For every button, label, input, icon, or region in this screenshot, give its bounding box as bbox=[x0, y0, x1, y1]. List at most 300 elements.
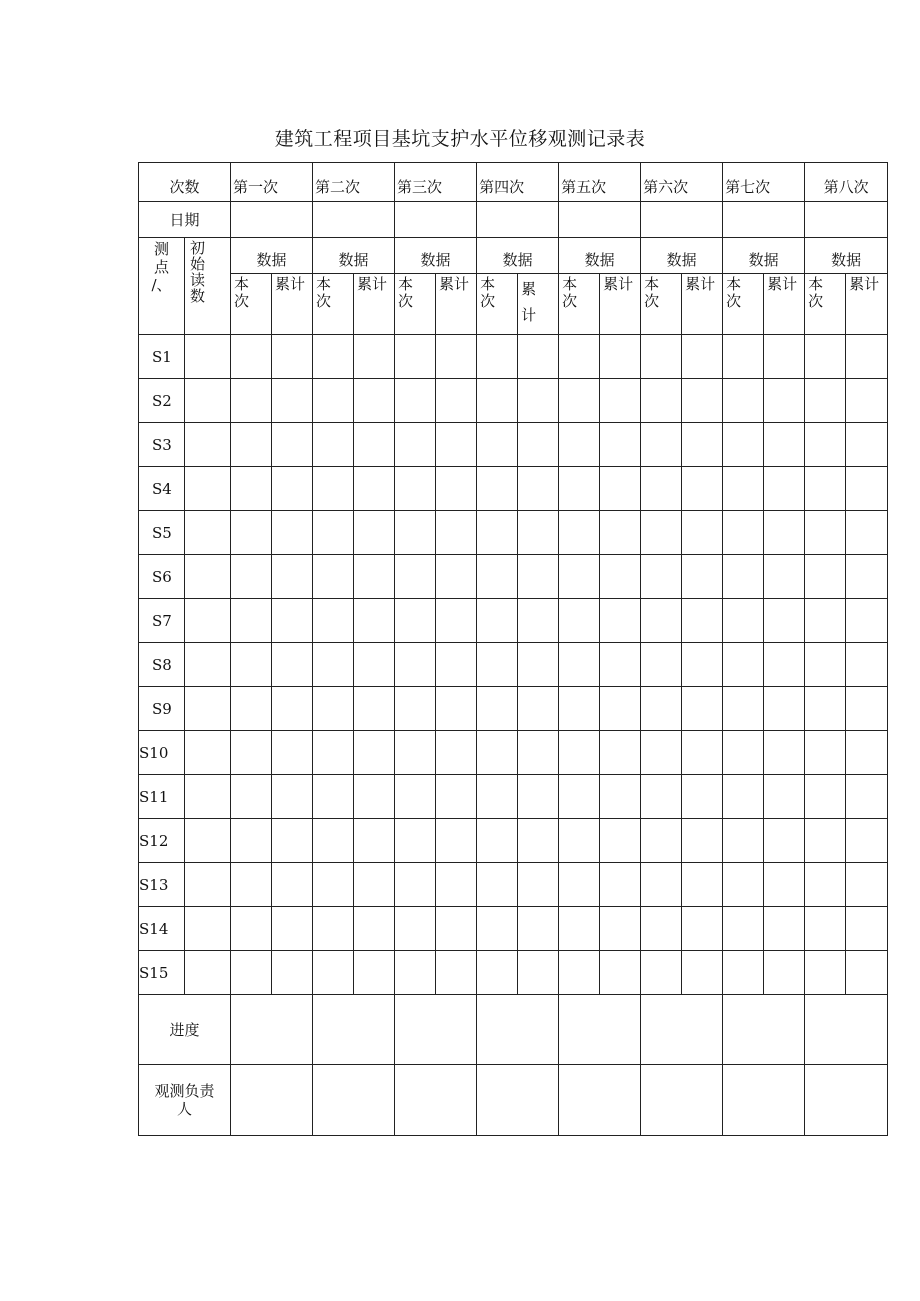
reading-cell[interactable] bbox=[682, 863, 723, 907]
reading-cell[interactable] bbox=[185, 599, 231, 643]
reading-cell[interactable] bbox=[846, 819, 888, 863]
progress-row bbox=[139, 995, 888, 1065]
data-label: 数据 bbox=[723, 238, 805, 274]
reading-cell[interactable] bbox=[600, 643, 641, 687]
reading-cell[interactable] bbox=[723, 511, 764, 555]
progress-cell[interactable] bbox=[559, 995, 641, 1065]
observer-cell[interactable] bbox=[477, 1065, 559, 1136]
reading-cell[interactable] bbox=[477, 423, 518, 467]
reading-cell[interactable] bbox=[846, 687, 888, 731]
reading-cell[interactable] bbox=[395, 731, 436, 775]
reading-cell[interactable] bbox=[682, 511, 723, 555]
date-cell[interactable] bbox=[231, 202, 313, 238]
reading-cell[interactable] bbox=[477, 819, 518, 863]
reading-cell[interactable] bbox=[846, 643, 888, 687]
reading-cell[interactable] bbox=[600, 379, 641, 423]
point-label-char: 点 bbox=[153, 258, 169, 276]
observer-cell[interactable] bbox=[313, 1065, 395, 1136]
reading-cell[interactable] bbox=[354, 863, 395, 907]
reading-cell[interactable] bbox=[272, 731, 313, 775]
reading-cell[interactable] bbox=[313, 423, 354, 467]
reading-cell[interactable] bbox=[518, 731, 559, 775]
reading-cell[interactable] bbox=[805, 599, 846, 643]
reading-cell[interactable] bbox=[805, 335, 846, 379]
reading-cell[interactable] bbox=[185, 379, 231, 423]
reading-cell[interactable] bbox=[846, 731, 888, 775]
reading-cell[interactable] bbox=[559, 555, 600, 599]
reading-cell[interactable] bbox=[805, 907, 846, 951]
reading-cell[interactable] bbox=[600, 467, 641, 511]
reading-cell[interactable] bbox=[764, 775, 805, 819]
reading-cell[interactable] bbox=[272, 423, 313, 467]
reading-cell[interactable] bbox=[846, 907, 888, 951]
reading-cell[interactable] bbox=[272, 511, 313, 555]
reading-cell[interactable] bbox=[313, 467, 354, 511]
reading-cell[interactable] bbox=[641, 951, 682, 995]
reading-cell[interactable] bbox=[518, 643, 559, 687]
reading-cell[interactable] bbox=[518, 511, 559, 555]
reading-cell[interactable] bbox=[723, 335, 764, 379]
reading-cell[interactable] bbox=[764, 863, 805, 907]
reading-cell[interactable] bbox=[395, 819, 436, 863]
reading-cell[interactable] bbox=[682, 335, 723, 379]
reading-cell[interactable] bbox=[231, 599, 272, 643]
reading-cell[interactable] bbox=[518, 863, 559, 907]
observer-cell[interactable] bbox=[723, 1065, 805, 1136]
reading-cell[interactable] bbox=[395, 467, 436, 511]
reading-cell[interactable] bbox=[764, 555, 805, 599]
reading-cell[interactable] bbox=[559, 643, 600, 687]
reading-cell[interactable] bbox=[185, 819, 231, 863]
reading-cell[interactable] bbox=[846, 379, 888, 423]
reading-cell[interactable] bbox=[764, 907, 805, 951]
reading-cell[interactable] bbox=[395, 951, 436, 995]
reading-cell[interactable] bbox=[313, 335, 354, 379]
reading-cell[interactable] bbox=[313, 555, 354, 599]
reading-cell[interactable] bbox=[354, 379, 395, 423]
reading-cell[interactable] bbox=[231, 643, 272, 687]
reading-cell[interactable] bbox=[559, 819, 600, 863]
reading-cell[interactable] bbox=[313, 379, 354, 423]
date-cell[interactable] bbox=[805, 202, 888, 238]
this-time-char: 次 bbox=[234, 292, 250, 310]
reading-cell[interactable] bbox=[559, 599, 600, 643]
reading-cell[interactable] bbox=[185, 643, 231, 687]
round-header: 第六次 bbox=[641, 163, 723, 202]
reading-cell[interactable] bbox=[682, 819, 723, 863]
reading-cell[interactable] bbox=[272, 687, 313, 731]
reading-cell[interactable] bbox=[436, 555, 477, 599]
reading-cell[interactable] bbox=[272, 599, 313, 643]
reading-cell[interactable] bbox=[395, 775, 436, 819]
reading-cell[interactable] bbox=[395, 687, 436, 731]
reading-cell[interactable] bbox=[477, 379, 518, 423]
reading-cell[interactable] bbox=[682, 687, 723, 731]
reading-cell[interactable] bbox=[185, 863, 231, 907]
reading-cell[interactable] bbox=[764, 467, 805, 511]
reading-cell[interactable] bbox=[805, 643, 846, 687]
reading-cell[interactable] bbox=[600, 423, 641, 467]
reading-cell[interactable] bbox=[764, 379, 805, 423]
reading-cell[interactable] bbox=[185, 423, 231, 467]
reading-cell[interactable] bbox=[600, 511, 641, 555]
reading-cell[interactable] bbox=[723, 423, 764, 467]
reading-cell[interactable] bbox=[805, 555, 846, 599]
reading-cell[interactable] bbox=[723, 907, 764, 951]
reading-cell[interactable] bbox=[682, 555, 723, 599]
observer-cell[interactable] bbox=[559, 1065, 641, 1136]
table-row bbox=[139, 775, 888, 819]
reading-cell[interactable] bbox=[518, 951, 559, 995]
reading-cell[interactable] bbox=[272, 379, 313, 423]
progress-cell[interactable] bbox=[641, 995, 723, 1065]
reading-cell[interactable] bbox=[518, 423, 559, 467]
point-id: S9 bbox=[139, 687, 185, 731]
reading-cell[interactable] bbox=[231, 951, 272, 995]
reading-cell[interactable] bbox=[477, 731, 518, 775]
reading-cell[interactable] bbox=[846, 863, 888, 907]
reading-cell[interactable] bbox=[600, 555, 641, 599]
table-row bbox=[139, 511, 888, 555]
reading-cell[interactable] bbox=[518, 335, 559, 379]
reading-cell[interactable] bbox=[764, 819, 805, 863]
reading-cell[interactable] bbox=[641, 819, 682, 863]
reading-cell[interactable] bbox=[477, 599, 518, 643]
reading-cell[interactable] bbox=[395, 379, 436, 423]
reading-cell[interactable] bbox=[354, 951, 395, 995]
reading-cell[interactable] bbox=[272, 907, 313, 951]
reading-cell[interactable] bbox=[436, 819, 477, 863]
reading-cell[interactable] bbox=[600, 731, 641, 775]
reading-cell[interactable] bbox=[641, 643, 682, 687]
reading-cell[interactable] bbox=[846, 335, 888, 379]
reading-cell[interactable] bbox=[641, 687, 682, 731]
reading-cell[interactable] bbox=[272, 775, 313, 819]
point-label-char: /、 bbox=[151, 276, 172, 294]
reading-cell[interactable] bbox=[231, 687, 272, 731]
reading-cell[interactable] bbox=[477, 907, 518, 951]
reading-cell[interactable] bbox=[682, 731, 723, 775]
reading-cell[interactable] bbox=[518, 379, 559, 423]
reading-cell[interactable] bbox=[231, 423, 272, 467]
this-time-label bbox=[395, 274, 436, 335]
reading-cell[interactable] bbox=[600, 907, 641, 951]
reading-cell[interactable] bbox=[354, 907, 395, 951]
progress-cell[interactable] bbox=[231, 995, 313, 1065]
reading-cell[interactable] bbox=[641, 731, 682, 775]
reading-cell[interactable] bbox=[600, 775, 641, 819]
reading-cell[interactable] bbox=[185, 467, 231, 511]
progress-cell[interactable] bbox=[805, 995, 888, 1065]
reading-cell[interactable] bbox=[600, 863, 641, 907]
reading-cell[interactable] bbox=[477, 555, 518, 599]
reading-cell[interactable] bbox=[600, 335, 641, 379]
reading-cell[interactable] bbox=[477, 863, 518, 907]
reading-cell[interactable] bbox=[477, 643, 518, 687]
reading-cell[interactable] bbox=[559, 731, 600, 775]
reading-cell[interactable] bbox=[846, 511, 888, 555]
reading-cell[interactable] bbox=[231, 379, 272, 423]
reading-cell[interactable] bbox=[354, 467, 395, 511]
reading-cell[interactable] bbox=[723, 775, 764, 819]
reading-cell[interactable] bbox=[436, 863, 477, 907]
reading-cell[interactable] bbox=[354, 819, 395, 863]
reading-cell[interactable] bbox=[436, 467, 477, 511]
reading-cell[interactable] bbox=[682, 907, 723, 951]
reading-cell[interactable] bbox=[764, 687, 805, 731]
reading-cell[interactable] bbox=[723, 467, 764, 511]
reading-cell[interactable] bbox=[682, 643, 723, 687]
reading-cell[interactable] bbox=[600, 687, 641, 731]
reading-cell[interactable] bbox=[641, 863, 682, 907]
reading-cell[interactable] bbox=[723, 379, 764, 423]
reading-cell[interactable] bbox=[805, 467, 846, 511]
reading-cell[interactable] bbox=[272, 643, 313, 687]
reading-cell[interactable] bbox=[805, 863, 846, 907]
reading-cell[interactable] bbox=[805, 951, 846, 995]
progress-cell[interactable] bbox=[477, 995, 559, 1065]
reading-cell[interactable] bbox=[185, 511, 231, 555]
date-cell[interactable] bbox=[559, 202, 641, 238]
reading-cell[interactable] bbox=[272, 819, 313, 863]
reading-cell[interactable] bbox=[723, 687, 764, 731]
reading-cell[interactable] bbox=[313, 951, 354, 995]
reading-cell[interactable] bbox=[436, 775, 477, 819]
reading-cell[interactable] bbox=[354, 731, 395, 775]
reading-cell[interactable] bbox=[764, 731, 805, 775]
reading-cell[interactable] bbox=[641, 775, 682, 819]
reading-cell[interactable] bbox=[185, 951, 231, 995]
reading-cell[interactable] bbox=[723, 555, 764, 599]
reading-cell[interactable] bbox=[354, 599, 395, 643]
reading-cell[interactable] bbox=[518, 555, 559, 599]
point-label bbox=[139, 238, 185, 335]
date-cell[interactable] bbox=[395, 202, 477, 238]
this-time-char: 本 bbox=[726, 275, 742, 293]
reading-cell[interactable] bbox=[477, 511, 518, 555]
reading-cell[interactable] bbox=[272, 467, 313, 511]
reading-cell[interactable] bbox=[272, 951, 313, 995]
date-cell[interactable] bbox=[641, 202, 723, 238]
reading-cell[interactable] bbox=[641, 467, 682, 511]
reading-cell[interactable] bbox=[436, 379, 477, 423]
reading-cell[interactable] bbox=[436, 599, 477, 643]
initial-reading-label bbox=[185, 238, 231, 335]
reading-cell[interactable] bbox=[764, 951, 805, 995]
reading-cell[interactable] bbox=[354, 775, 395, 819]
reading-cell[interactable] bbox=[436, 687, 477, 731]
cumulative-text: 累计 bbox=[767, 275, 798, 293]
reading-cell[interactable] bbox=[764, 335, 805, 379]
reading-cell[interactable] bbox=[846, 555, 888, 599]
reading-cell[interactable] bbox=[559, 379, 600, 423]
reading-cell[interactable] bbox=[600, 599, 641, 643]
reading-cell[interactable] bbox=[436, 511, 477, 555]
reading-cell[interactable] bbox=[723, 863, 764, 907]
reading-cell[interactable] bbox=[185, 555, 231, 599]
reading-cell[interactable] bbox=[272, 555, 313, 599]
reading-cell[interactable] bbox=[272, 335, 313, 379]
reading-cell[interactable] bbox=[231, 907, 272, 951]
reading-cell[interactable] bbox=[846, 599, 888, 643]
date-cell[interactable] bbox=[313, 202, 395, 238]
progress-cell[interactable] bbox=[395, 995, 477, 1065]
reading-cell[interactable] bbox=[231, 555, 272, 599]
reading-cell[interactable] bbox=[395, 511, 436, 555]
reading-cell[interactable] bbox=[518, 775, 559, 819]
reading-cell[interactable] bbox=[354, 511, 395, 555]
reading-cell[interactable] bbox=[185, 775, 231, 819]
reading-cell[interactable] bbox=[313, 775, 354, 819]
reading-cell[interactable] bbox=[185, 335, 231, 379]
reading-cell[interactable] bbox=[185, 731, 231, 775]
reading-cell[interactable] bbox=[354, 423, 395, 467]
reading-cell[interactable] bbox=[723, 599, 764, 643]
reading-cell[interactable] bbox=[805, 511, 846, 555]
reading-cell[interactable] bbox=[436, 643, 477, 687]
reading-cell[interactable] bbox=[313, 819, 354, 863]
reading-cell[interactable] bbox=[641, 555, 682, 599]
observer-cell[interactable] bbox=[805, 1065, 888, 1136]
reading-cell[interactable] bbox=[559, 907, 600, 951]
reading-cell[interactable] bbox=[764, 643, 805, 687]
reading-cell[interactable] bbox=[313, 599, 354, 643]
data-label: 数据 bbox=[395, 238, 477, 274]
reading-cell[interactable] bbox=[559, 687, 600, 731]
reading-cell[interactable] bbox=[559, 423, 600, 467]
reading-cell[interactable] bbox=[682, 423, 723, 467]
reading-cell[interactable] bbox=[354, 643, 395, 687]
date-cell[interactable] bbox=[477, 202, 559, 238]
round-header: 第二次 bbox=[313, 163, 395, 202]
round-header: 第八次 bbox=[805, 163, 888, 202]
reading-cell[interactable] bbox=[231, 467, 272, 511]
reading-cell[interactable] bbox=[641, 599, 682, 643]
reading-cell[interactable] bbox=[231, 819, 272, 863]
reading-cell[interactable] bbox=[395, 555, 436, 599]
date-cell[interactable] bbox=[723, 202, 805, 238]
reading-cell[interactable] bbox=[723, 819, 764, 863]
reading-cell[interactable] bbox=[272, 863, 313, 907]
reading-cell[interactable] bbox=[354, 687, 395, 731]
reading-cell[interactable] bbox=[395, 907, 436, 951]
reading-cell[interactable] bbox=[185, 907, 231, 951]
reading-cell[interactable] bbox=[846, 951, 888, 995]
reading-cell[interactable] bbox=[436, 423, 477, 467]
reading-cell[interactable] bbox=[477, 335, 518, 379]
reading-cell[interactable] bbox=[354, 555, 395, 599]
reading-cell[interactable] bbox=[313, 511, 354, 555]
table-row bbox=[139, 467, 888, 511]
reading-cell[interactable] bbox=[477, 775, 518, 819]
reading-cell[interactable] bbox=[682, 379, 723, 423]
reading-cell[interactable] bbox=[723, 643, 764, 687]
reading-cell[interactable] bbox=[436, 907, 477, 951]
reading-cell[interactable] bbox=[805, 379, 846, 423]
reading-cell[interactable] bbox=[641, 423, 682, 467]
observer-cell[interactable] bbox=[641, 1065, 723, 1136]
reading-cell[interactable] bbox=[354, 335, 395, 379]
reading-cell[interactable] bbox=[395, 423, 436, 467]
reading-cell[interactable] bbox=[518, 907, 559, 951]
reading-cell[interactable] bbox=[805, 687, 846, 731]
reading-cell[interactable] bbox=[436, 335, 477, 379]
reading-cell[interactable] bbox=[600, 951, 641, 995]
reading-cell[interactable] bbox=[313, 907, 354, 951]
reading-cell[interactable] bbox=[723, 731, 764, 775]
reading-cell[interactable] bbox=[231, 863, 272, 907]
reading-cell[interactable] bbox=[231, 731, 272, 775]
reading-cell[interactable] bbox=[600, 819, 641, 863]
reading-cell[interactable] bbox=[518, 819, 559, 863]
reading-cell[interactable] bbox=[436, 731, 477, 775]
reading-cell[interactable] bbox=[846, 775, 888, 819]
reading-cell[interactable] bbox=[395, 643, 436, 687]
reading-cell[interactable] bbox=[559, 511, 600, 555]
reading-cell[interactable] bbox=[313, 731, 354, 775]
reading-cell[interactable] bbox=[764, 511, 805, 555]
reading-cell[interactable] bbox=[313, 863, 354, 907]
reading-cell[interactable] bbox=[805, 819, 846, 863]
reading-cell[interactable] bbox=[723, 951, 764, 995]
reading-cell[interactable] bbox=[231, 775, 272, 819]
reading-cell[interactable] bbox=[518, 599, 559, 643]
reading-cell[interactable] bbox=[231, 335, 272, 379]
reading-cell[interactable] bbox=[682, 467, 723, 511]
reading-cell[interactable] bbox=[477, 467, 518, 511]
cumulative-char: 累 bbox=[521, 280, 537, 298]
reading-cell[interactable] bbox=[805, 423, 846, 467]
reading-cell[interactable] bbox=[805, 731, 846, 775]
this-time-char: 本 bbox=[398, 275, 414, 293]
reading-cell[interactable] bbox=[641, 511, 682, 555]
reading-cell[interactable] bbox=[477, 687, 518, 731]
reading-cell[interactable] bbox=[518, 687, 559, 731]
reading-cell[interactable] bbox=[313, 687, 354, 731]
reading-cell[interactable] bbox=[641, 379, 682, 423]
reading-cell[interactable] bbox=[764, 423, 805, 467]
reading-cell[interactable] bbox=[518, 467, 559, 511]
reading-cell[interactable] bbox=[559, 335, 600, 379]
reading-cell[interactable] bbox=[313, 643, 354, 687]
observer-cell[interactable] bbox=[231, 1065, 313, 1136]
reading-cell[interactable] bbox=[805, 775, 846, 819]
reading-cell[interactable] bbox=[846, 423, 888, 467]
reading-cell[interactable] bbox=[231, 511, 272, 555]
progress-cell[interactable] bbox=[723, 995, 805, 1065]
reading-cell[interactable] bbox=[682, 775, 723, 819]
reading-cell[interactable] bbox=[682, 951, 723, 995]
reading-cell[interactable] bbox=[846, 467, 888, 511]
progress-cell[interactable] bbox=[313, 995, 395, 1065]
reading-cell[interactable] bbox=[559, 775, 600, 819]
reading-cell[interactable] bbox=[764, 599, 805, 643]
this-time-label bbox=[313, 274, 354, 335]
reading-cell[interactable] bbox=[436, 951, 477, 995]
reading-cell[interactable] bbox=[641, 907, 682, 951]
reading-cell[interactable] bbox=[395, 335, 436, 379]
reading-cell[interactable] bbox=[559, 863, 600, 907]
reading-cell[interactable] bbox=[395, 863, 436, 907]
observer-cell[interactable] bbox=[395, 1065, 477, 1136]
reading-cell[interactable] bbox=[559, 467, 600, 511]
reading-cell[interactable] bbox=[185, 687, 231, 731]
reading-cell[interactable] bbox=[477, 951, 518, 995]
reading-cell[interactable] bbox=[641, 335, 682, 379]
reading-cell[interactable] bbox=[682, 599, 723, 643]
reading-cell[interactable] bbox=[559, 951, 600, 995]
reading-cell[interactable] bbox=[395, 599, 436, 643]
